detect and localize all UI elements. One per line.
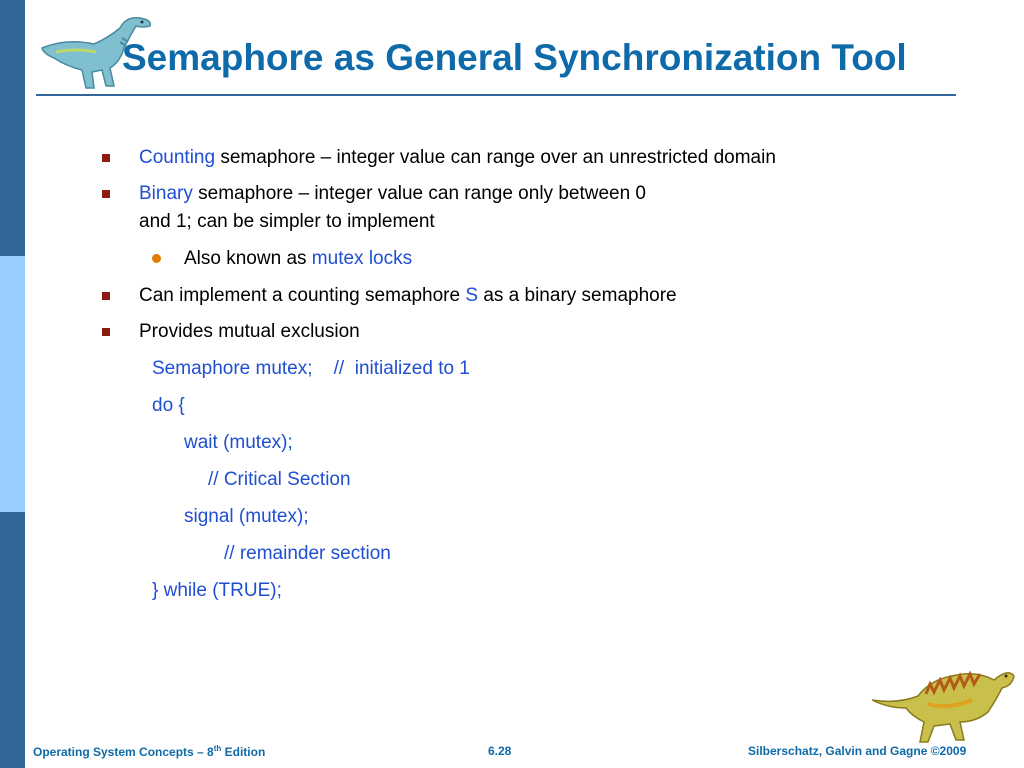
sub-bullet-mutex [184,247,412,271]
code-line-wait: wait (mutex); [184,432,293,453]
bullet-highlight: Binary [139,183,193,204]
code-line-do: do { [152,395,185,416]
round-bullet [152,254,161,263]
bullet-highlight: S [465,285,479,306]
bullet-counting-binary [139,284,677,308]
square-bullet [102,154,110,162]
footer-text: Edition [221,745,266,759]
footer-authors: Silberschatz, Galvin and Gagne ©2009 [748,744,967,758]
dinosaur-illustration [868,660,1018,746]
bullet-counting [139,146,776,170]
square-bullet [102,292,110,300]
sidebar-highlight-band [0,256,25,512]
bullet-text: Also known as [184,248,312,269]
bullet-mutual-exclusion: Provides mutual exclusion [139,321,360,342]
footer-text: Operating System Concepts – 8 [33,745,214,759]
code-line-while: } while (TRUE); [152,580,282,601]
code-line-signal: signal (mutex); [184,506,309,527]
bullet-binary-line2: and 1; can be simpler to implement [139,211,435,232]
bullet-highlight: mutex locks [311,248,413,269]
bullet-highlight: Counting [139,147,216,168]
title-underline [36,94,956,96]
bullet-text: semaphore – integer value can range only between 0 [192,183,646,204]
square-bullet [102,190,110,198]
page-number: 6.28 [488,744,512,758]
bullet-text: semaphore – integer value can range over an unrestricted domain [215,147,776,168]
footer-book-title [33,744,265,759]
slide-title: Semaphore as General Synchronization Tool [122,37,907,78]
bullet-text: as a binary semaphore [478,285,677,306]
bullet-binary [139,182,646,206]
code-line-critical: // Critical Section [208,469,351,490]
footer-superscript: th [213,744,222,753]
code-line-remainder: // remainder section [224,543,391,564]
bullet-text: Can implement a counting semaphore [139,285,466,306]
square-bullet [102,328,110,336]
code-line-declaration: Semaphore mutex; // initialized to 1 [152,358,470,379]
